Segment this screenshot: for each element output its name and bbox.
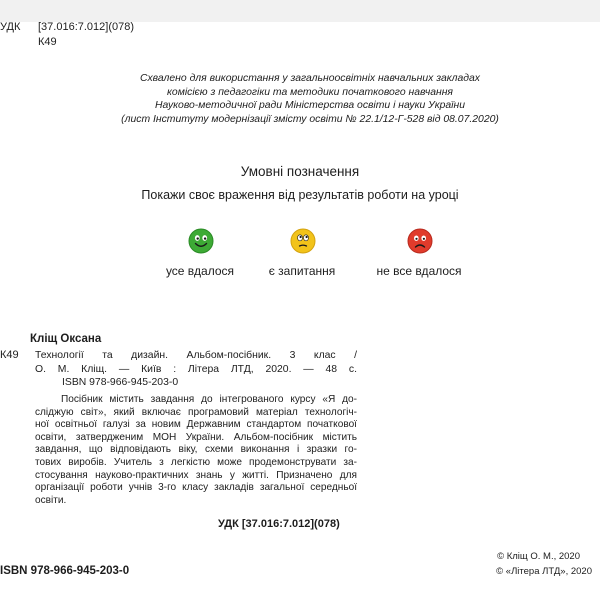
udk-label: УДК [0,21,21,33]
top-strip [0,0,600,22]
annotation-line: освіти. [35,494,67,506]
copyright-author: © Кліщ О. М., 2020 [497,551,580,562]
copyright-publisher: © «Літера ЛТД», 2020 [496,566,592,577]
legend-label-question: є запитання [268,264,336,278]
annotation-line: завдання, що відповідають віку, схеми виконання і зразки го- [35,444,357,456]
annotation-line: сліджую світ», який включає програмовий матеріал технологіч- [35,406,357,418]
yellow-thinking-icon [290,228,316,254]
approval-note [60,72,560,126]
legend-title: Умовні позначення [240,164,360,179]
approval-line: Схвалено для використання у загальноосвітніх навчальних закладах [139,73,481,84]
catalog-isbn: ISBN 978-966-945-203-0 [62,377,179,388]
bibliographic-record [35,349,357,377]
legend-label-failure: не все вдалося [376,264,462,278]
udk-value: [37.016:7.012](078) [38,21,135,33]
biblio-line: Технології та дизайн. Альбом-посібник. 3 клас / [35,350,357,361]
green-smiley-icon [188,228,214,254]
catalog-index: К49 [0,349,19,361]
annotation-line: Посібник містить завдання до інтегрованого курсу «Я до- [61,394,357,405]
approval-line: Науково-методичної ради Міністерства освіти і науки України [155,100,465,112]
annotation-line: організації роботи учнів 3-го класу закладів загальної середньої [35,482,357,494]
approval-line: комісією з педагогіки та методики початкового навчання [167,86,453,98]
footer-isbn: ISBN 978-966-945-203-0 [0,565,130,577]
legend-label-success: усе вдалося [165,264,235,278]
annotation-line: освіти, затвердженим МОН України. Альбом-посібник містить [35,431,357,443]
legend-subtitle: Покажи своє враження від результатів роботи на уроці [141,188,459,202]
biblio-line: О. М. Кліщ. — Київ : Літера ЛТД, 2020. — 48 с. [35,364,357,375]
approval-line: (лист Інституту модернізації змісту освіти № 22.1/12-Г-528 від 08.07.2020) [121,113,499,125]
annotation [35,394,357,507]
author-index: К49 [38,36,57,48]
annotation-line: ної освітньої галузі за новим Державним стандартом початкової [35,419,357,431]
red-sad-icon [407,228,433,254]
annotation-line: тових виробів. Учитель з легкістю може продемонструвати за- [35,456,357,468]
catalog-udk: УДК [37.016:7.012](078) [218,518,340,530]
author-name: Кліщ Оксана [30,333,102,345]
annotation-line: стосування науково-практичних знань у житті. Призначено для [35,469,357,481]
